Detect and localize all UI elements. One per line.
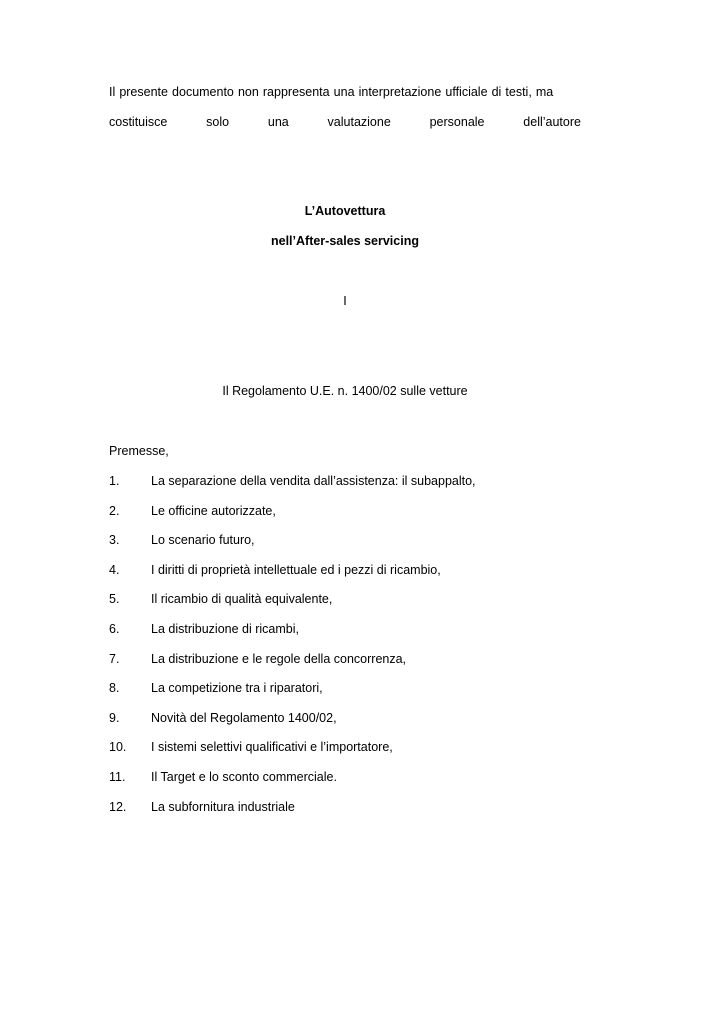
list-item xyxy=(109,562,476,592)
list-item xyxy=(109,473,476,503)
list-item-number: 2. xyxy=(109,503,120,518)
disclaimer-line-1: Il presente documento non rappresenta una interpretazione ufficiale di testi, ma xyxy=(109,85,554,99)
disclaimer-word: una xyxy=(267,115,289,129)
list-item-text: La separazione della vendita dall’assistenza: il subappalto, xyxy=(151,474,476,488)
list-item-text: I sistemi selettivi qualificativi e l’importatore, xyxy=(151,740,393,755)
list-item-text: Le officine autorizzate, xyxy=(151,503,276,518)
list-item-text: Novità del Regolamento 1400/02, xyxy=(151,710,337,725)
list-item xyxy=(109,769,476,799)
list-item-text: La distribuzione e le regole della concorrenza, xyxy=(151,651,407,666)
list-item xyxy=(109,503,476,533)
list-item-number: 8. xyxy=(109,681,120,696)
list-item-number: 3. xyxy=(109,533,120,548)
section-number: I xyxy=(343,294,347,308)
list-item-text: La competizione tra i riparatori, xyxy=(151,681,323,696)
list-item xyxy=(109,651,476,681)
table-of-contents xyxy=(109,473,476,828)
list-item xyxy=(109,680,476,710)
list-item xyxy=(109,799,476,829)
list-item xyxy=(109,739,476,769)
list-item-number: 7. xyxy=(109,651,120,666)
list-item-number: 11. xyxy=(109,769,126,784)
list-item xyxy=(109,591,476,621)
section-heading: Il Regolamento U.E. n. 1400/02 sulle vetture xyxy=(222,384,468,398)
list-item-number: 10. xyxy=(109,740,127,755)
disclaimer-word: personale xyxy=(429,115,485,129)
list-item-number: 6. xyxy=(109,621,120,636)
disclaimer-word: solo xyxy=(206,115,230,129)
list-item-text: Il Target e lo sconto commerciale. xyxy=(151,769,337,784)
disclaimer-word: dell’autore xyxy=(523,115,581,129)
list-item-text: Il ricambio di qualità equivalente, xyxy=(151,592,333,607)
list-item-number: 12. xyxy=(109,799,127,814)
list-item xyxy=(109,532,476,562)
disclaimer-word: valutazione xyxy=(327,115,391,129)
list-item-text: Lo scenario futuro, xyxy=(151,533,255,548)
disclaimer-word: costituisce xyxy=(109,115,168,129)
list-item xyxy=(109,621,476,651)
intro-label: Premesse, xyxy=(109,444,169,458)
list-item-text: La subfornitura industriale xyxy=(151,799,295,814)
disclaimer xyxy=(109,84,581,130)
list-item-number: 1. xyxy=(109,474,120,488)
list-item-number: 4. xyxy=(109,562,120,577)
list-item-text: I diritti di proprietà intellettuale ed i pezzi di ricambio, xyxy=(151,562,441,577)
list-item-number: 9. xyxy=(109,710,120,725)
disclaimer-line-2 xyxy=(109,114,581,130)
document-subtitle-title: nell’After-sales servicing xyxy=(271,234,419,248)
list-item-text: La distribuzione di ricambi, xyxy=(151,621,299,636)
list-item xyxy=(109,710,476,740)
document-title: L’Autovettura xyxy=(304,204,386,218)
list-item-number: 5. xyxy=(109,592,120,607)
